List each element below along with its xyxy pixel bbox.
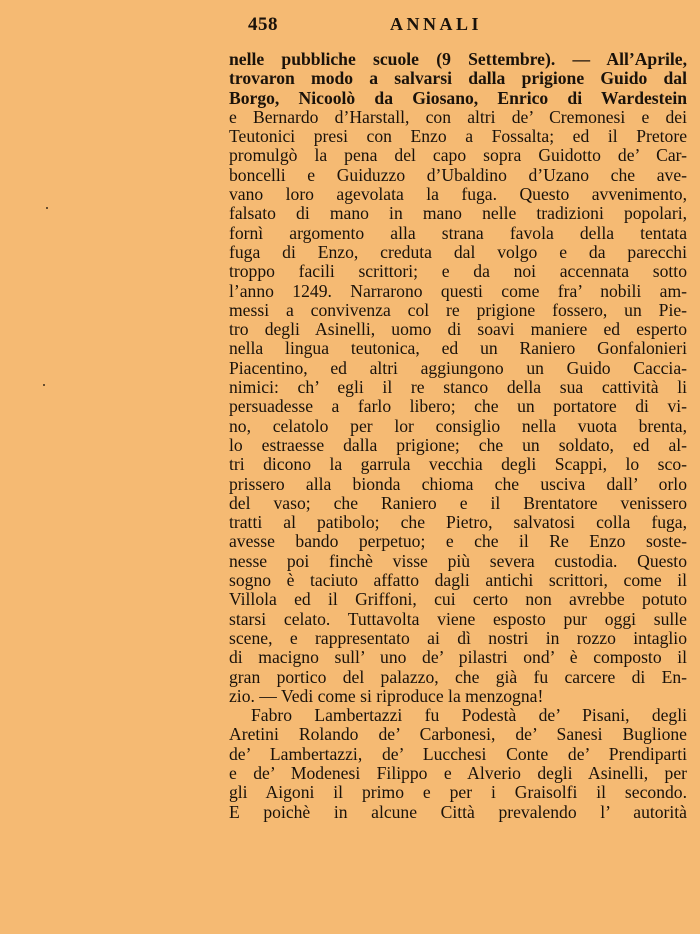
- paper-speck: [43, 384, 45, 386]
- text-line: E poichè in alcune Città prevalendo l’ autorità: [229, 801, 687, 822]
- text-line: tri dicono la garrula vecchia degli Scappi, lo sco-: [229, 454, 687, 475]
- text-line: messi a convivenza col re prigione fossero, un Pie-: [229, 299, 687, 320]
- text-line: lo estraesse dalla prigione; che un soldato, ed al-: [229, 434, 687, 455]
- text-line: Villola ed il Griffoni, cui certo non avrebbe potuto: [229, 589, 687, 610]
- text-line: vano loro agevolata la fuga. Questo avvenimento,: [229, 184, 687, 205]
- text-line: scene, e rappresentato ai dì nostri in rozzo intaglio: [229, 627, 687, 648]
- text-line: prissero alla bionda chioma che usciva dall’ orlo: [229, 473, 687, 494]
- text-line: di macigno sull’ uno de’ pilastri ond’ è composto il: [229, 647, 687, 668]
- text-line: persuadesse a farlo libero; che un portatore di vi-: [229, 396, 687, 417]
- text-line: boncelli e Guiduzzo d’Ubaldino d’Uzano che ave-: [229, 164, 687, 185]
- text-line: troppo facili scrittori; e da noi accennata sotto: [229, 261, 687, 282]
- page-number: 458: [248, 14, 278, 35]
- text-line: zio. — Vedi come si riproduce la menzogna!: [229, 685, 544, 706]
- text-line: l’anno 1249. Narrarono questi come fra’ nobili am-: [229, 280, 687, 301]
- paper-speck: [46, 207, 48, 209]
- text-line: tratti al patibolo; che Pietro, salvatosi colla fuga,: [229, 512, 687, 533]
- text-line: nesse poi finchè visse più severa custodia. Questo: [229, 550, 687, 571]
- text-line: tro degli Asinelli, uomo di soavi maniere ed esperto: [229, 319, 687, 340]
- text-line: nimici: ch’ egli il re stanco della sua cattività li: [229, 377, 687, 398]
- text-line: fornì argomento alla strana favola della tentata: [229, 222, 687, 243]
- text-line: Fabro Lambertazzi fu Podestà de’ Pisani, degli: [251, 705, 687, 726]
- text-line: gli Aigoni il primo e per i Graisolfi il secondo.: [229, 782, 687, 803]
- text-line: no, celatolo per lor consiglio nella vuota brenta,: [229, 415, 687, 436]
- text-line: trovaron modo a salvarsi dalla prigione Guido dal: [229, 68, 687, 89]
- text-line: falsato di mano in mano nelle tradizioni popolari,: [229, 203, 687, 224]
- text-line: sogno è taciuto affatto dagli antichi scrittori, come il: [229, 570, 687, 591]
- text-line: nelle pubbliche scuole (9 Settembre). — All’Aprile,: [229, 49, 687, 69]
- text-line: Aretini Rolando de’ Carbonesi, de’ Sanesi Buglione: [229, 724, 687, 745]
- running-head: ANNALI: [390, 14, 483, 34]
- text-line: nella lingua teutonica, ed un Raniero Gonfalonieri: [229, 338, 687, 359]
- text-line: de’ Lambertazzi, de’ Lucchesi Conte de’ Prendiparti: [229, 743, 687, 764]
- text-line: e Bernardo d’Harstall, con altri de’ Cremonesi e dei: [229, 106, 687, 127]
- page-header: [248, 14, 508, 40]
- text-line: gran portico del palazzo, che già fu carcere di En-: [229, 666, 687, 687]
- text-line: promulgò la pena del capo sopra Guidotto de’ Car-: [229, 145, 687, 166]
- text-line: Borgo, Nicoolò da Giosano, Enrico di Wardestein: [229, 87, 687, 108]
- text-line: avesse bando perpetuo; e che il Re Enzo soste-: [229, 531, 687, 552]
- text-line: del vaso; che Raniero e il Brentatore venissero: [229, 492, 687, 513]
- text-line: Piacentino, ed altri aggiungono un Guido Caccia-: [229, 357, 687, 378]
- text-line: Teutonici presi con Enzo a Fossalta; ed il Pretore: [229, 126, 687, 147]
- body-text: [229, 50, 687, 822]
- text-line: starsi celato. Tuttavolta viene esposto pur oggi sulle: [229, 608, 687, 629]
- text-line: e de’ Modenesi Filippo e Alverio degli Asinelli, per: [229, 762, 687, 783]
- text-line: fuga di Enzo, creduta dal volgo e da parecchi: [229, 241, 687, 262]
